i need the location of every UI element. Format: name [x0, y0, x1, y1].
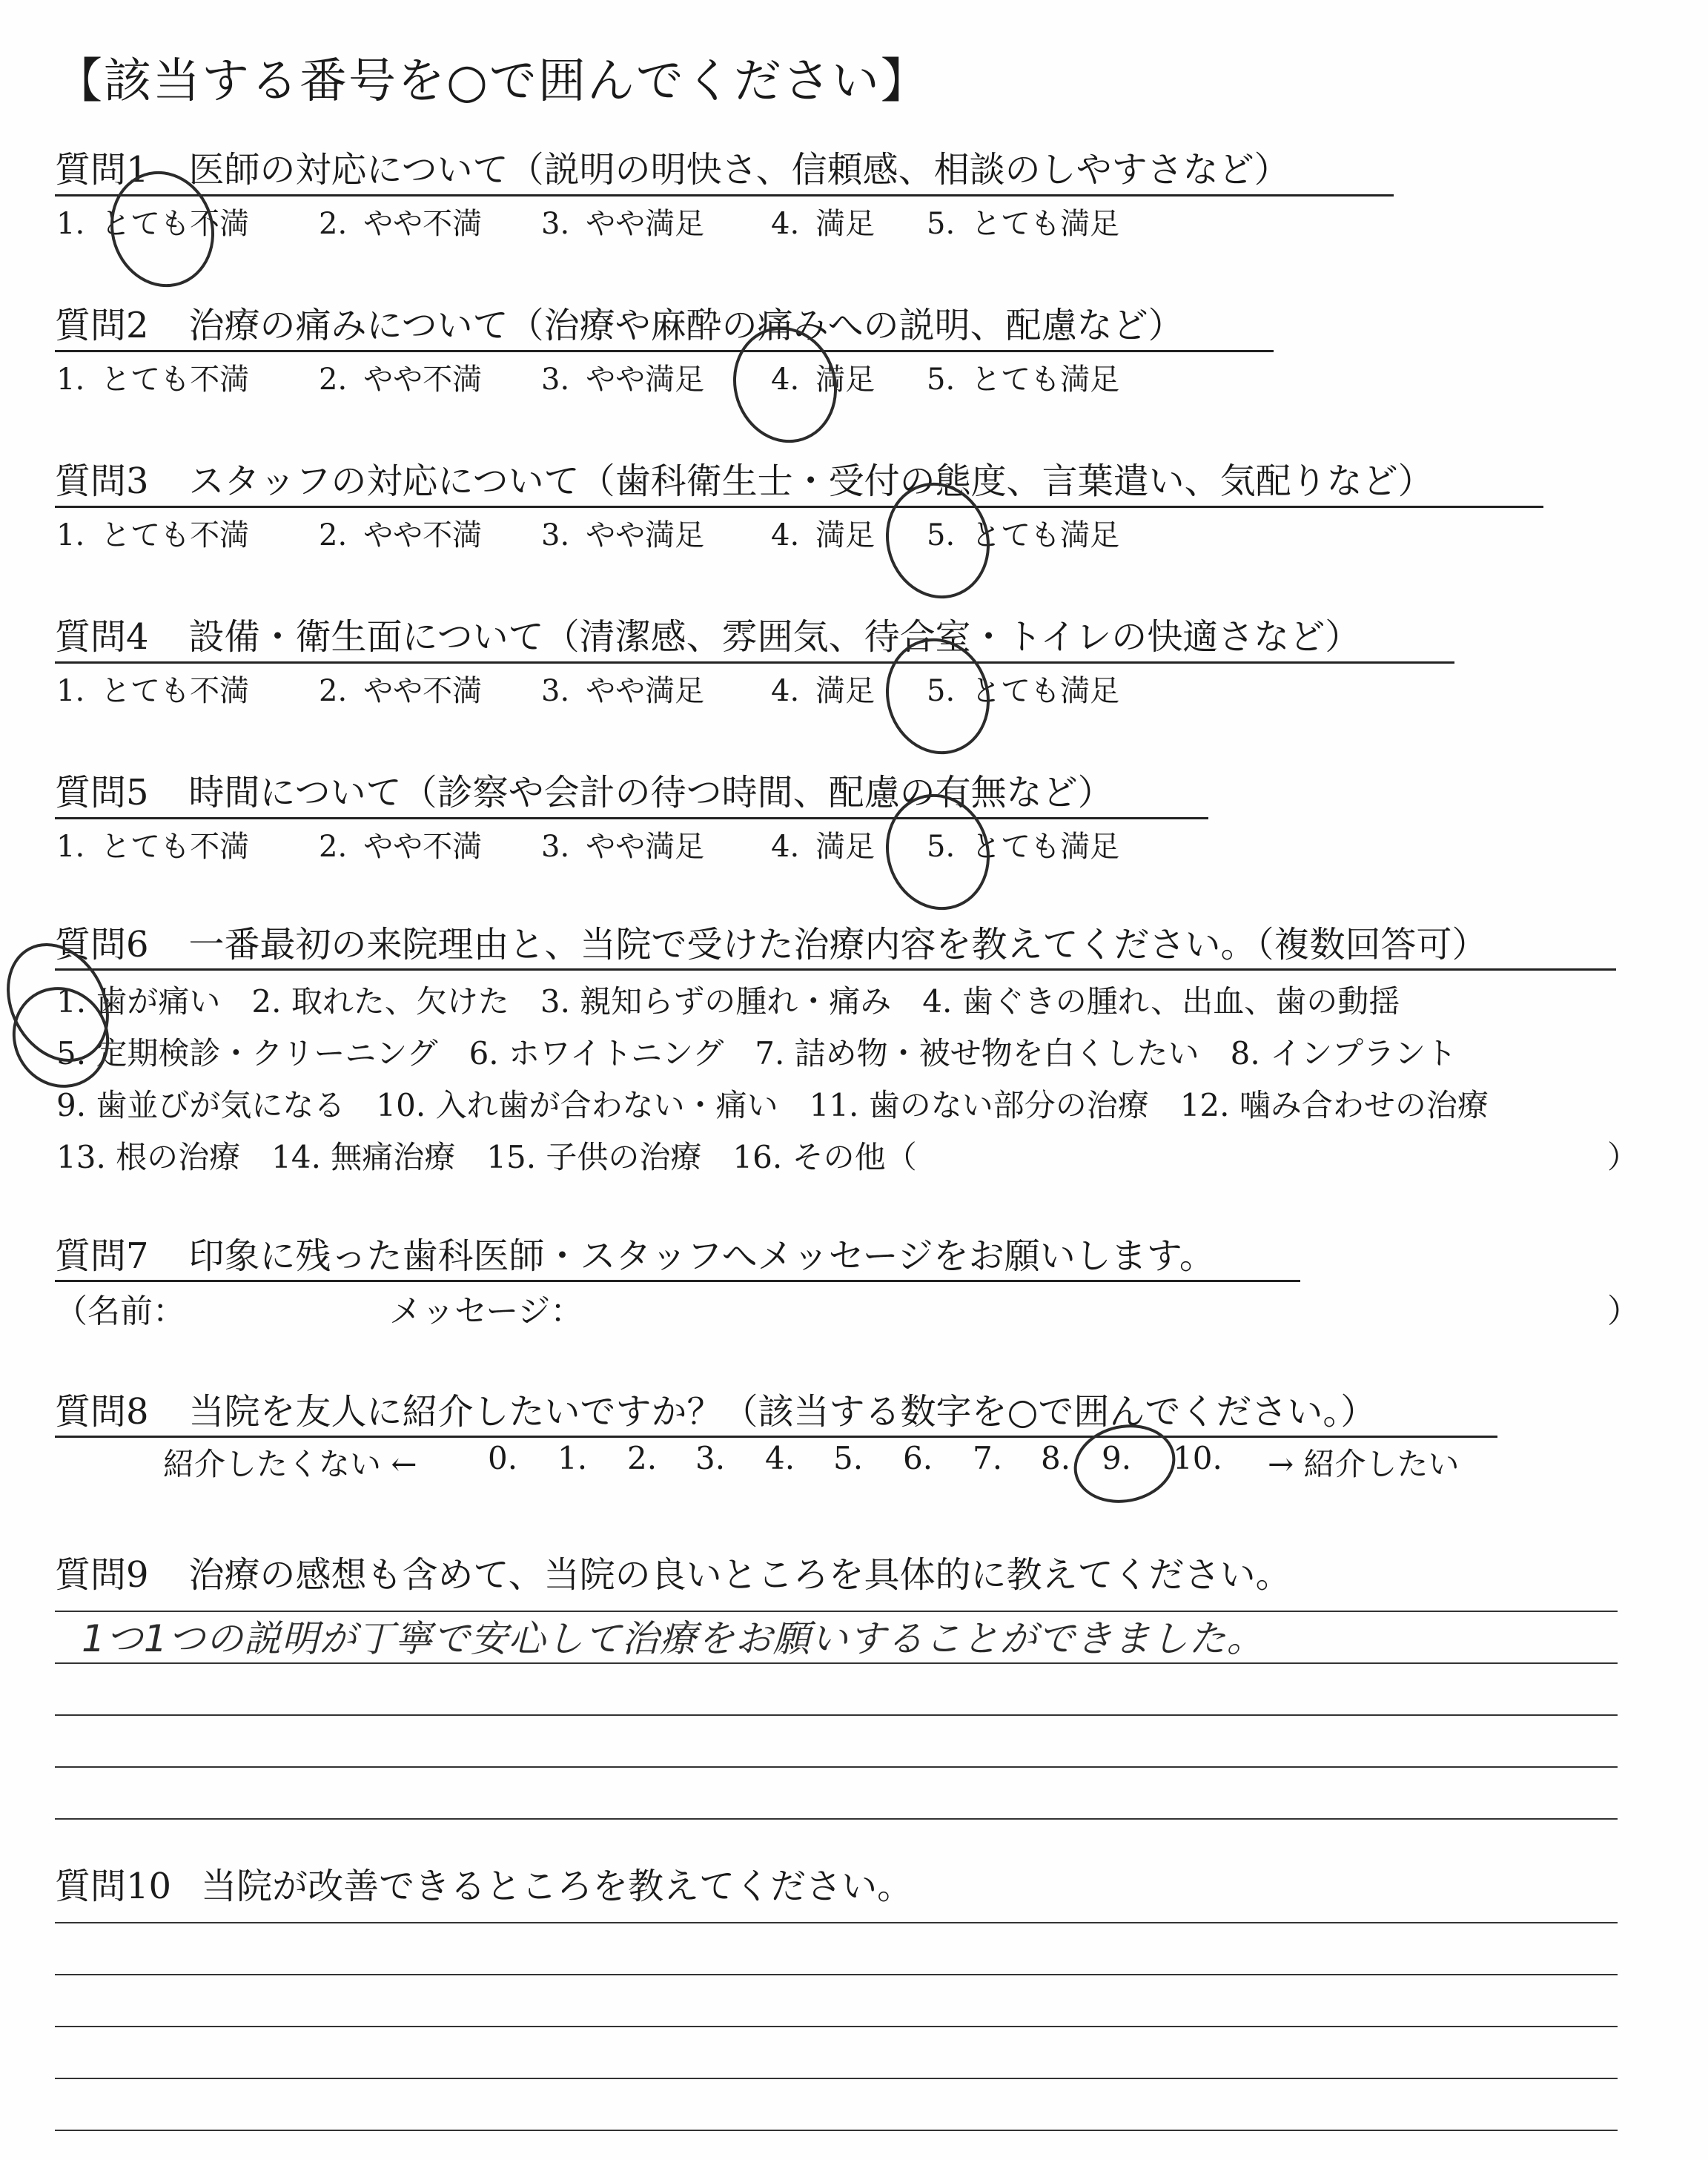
q2-heading: 質問2 治療の痛みについて（治療や麻酔の痛みへの説明、配慮など） [55, 305, 1184, 346]
q8-number-8[interactable]: 8. [1041, 1440, 1071, 1476]
q6-row-4[interactable]: 13. 根の治療 14. 無痛治療 15. 子供の治療 16. その他（ [56, 1139, 917, 1175]
q8-right-label: → 紹介したい [1268, 1446, 1460, 1482]
q7-close-paren: ） [1607, 1292, 1640, 1330]
q8-number-1[interactable]: 1. [557, 1440, 588, 1476]
q8-number-3[interactable]: 3. [695, 1440, 726, 1476]
q6-row-2[interactable]: 5. 定期検診・クリーニング 6. ホワイトニング 7. 詰め物・被せ物を白くしたい 8. インプラント [56, 1035, 1457, 1071]
q7-heading: 質問7 印象に残った歯科医師・スタッフへメッセージをお願いします。 [55, 1235, 1215, 1277]
q3-option-2[interactable]: 2. やや不満 [319, 518, 483, 552]
q3-option-1[interactable]: 1. とても不満 [56, 518, 250, 552]
q4-option-4[interactable]: 4. 満足 [771, 674, 875, 708]
q6-heading: 質問6 一番最初の来院理由と、当院で受けた治療内容を教えてください。（複数回答可） [55, 924, 1488, 965]
q6-row-3[interactable]: 9. 歯並びが気になる 10. 入れ歯が合わない・痛い 11. 歯のない部分の治療 12. 噛み合わせの治療 [56, 1087, 1489, 1123]
q8-number-2[interactable]: 2. [627, 1440, 658, 1476]
q6-row-1[interactable]: 1. 歯が痛い 2. 取れた、欠けた 3. 親知らずの腫れ・痛み 4. 歯ぐきの腫れ、出血、歯の動揺 [56, 983, 1400, 1020]
q4-heading: 質問4 設備・衛生面について（清潔感、雰囲気、待合室・トイレの快適さなど） [55, 616, 1361, 658]
q6-underline [55, 968, 1616, 971]
q4-option-5[interactable]: 5. とても満足 [927, 674, 1120, 708]
q1-option-4[interactable]: 4. 満足 [771, 207, 875, 241]
q1-option-1[interactable]: 1. とても不満 [56, 207, 250, 241]
q7-underline [55, 1280, 1300, 1282]
q5-option-1[interactable]: 1. とても不満 [56, 830, 250, 864]
q7-message-label: メッセージ： [389, 1292, 583, 1330]
q7-name-label: （名前： [55, 1292, 185, 1330]
q9-rule-2 [55, 1662, 1618, 1664]
q8-number-7[interactable]: 7. [973, 1440, 1003, 1476]
q10-rule-5[interactable] [55, 2130, 1618, 2131]
q3-option-4[interactable]: 4. 満足 [771, 518, 875, 552]
q8-number-5[interactable]: 5. [833, 1440, 864, 1476]
q2-option-3[interactable]: 3. やや満足 [541, 363, 705, 397]
q1-option-3[interactable]: 3. やや満足 [541, 207, 705, 241]
q9-rule-5 [55, 1818, 1618, 1820]
q10-rule-2[interactable] [55, 1974, 1618, 1975]
q9-heading: 質問9 治療の感想も含めて、当院の良いところを具体的に教えてください。 [55, 1554, 1291, 1596]
q3-option-5[interactable]: 5. とても満足 [927, 518, 1120, 552]
q3-option-3[interactable]: 3. やや満足 [541, 518, 705, 552]
q5-option-3[interactable]: 3. やや満足 [541, 830, 705, 864]
q9-rule-4 [55, 1766, 1618, 1768]
q8-number-9[interactable]: 9. [1102, 1440, 1132, 1476]
q10-rule-3[interactable] [55, 2026, 1618, 2027]
q5-option-5[interactable]: 5. とても満足 [927, 830, 1120, 864]
q2-option-4[interactable]: 4. 満足 [771, 363, 875, 397]
q4-option-3[interactable]: 3. やや満足 [541, 674, 705, 708]
q8-heading: 質問8 当院を友人に紹介したいですか？（該当する数字を○で囲んでください。） [55, 1391, 1377, 1433]
q8-number-0[interactable]: 0. [488, 1440, 518, 1476]
q6-close-paren: ） [1607, 1139, 1639, 1175]
q10-heading: 質問10 当院が改善できるところを教えてください。 [55, 1866, 913, 1907]
q5-heading: 質問5 時間について（診察や会計の待つ時間、配慮の有無など） [55, 772, 1113, 813]
q8-underline [55, 1436, 1497, 1438]
q4-option-1[interactable]: 1. とても不満 [56, 674, 250, 708]
q5-underline [55, 817, 1208, 819]
q4-option-2[interactable]: 2. やや不満 [319, 674, 483, 708]
q8-number-6[interactable]: 6. [903, 1440, 933, 1476]
q3-heading: 質問3 スタッフの対応について（歯科衛生士・受付の態度、言葉遣い、気配りなど） [55, 460, 1434, 502]
q9-handwritten-answer[interactable]: 1つ1つの説明が丁寧で安心して治療をお願いすることができました。 [82, 1617, 1265, 1660]
q1-heading: 質問1 医師の対応について（説明の明快さ、信頼感、相談のしやすさなど） [55, 149, 1290, 191]
q8-left-label: 紹介したくない ← [163, 1446, 417, 1482]
q5-option-4[interactable]: 4. 満足 [771, 830, 875, 864]
q8-number-10[interactable]: 10. [1173, 1440, 1222, 1476]
q1-underline [55, 194, 1394, 196]
q2-option-1[interactable]: 1. とても不満 [56, 363, 250, 397]
q1-option-5[interactable]: 5. とても満足 [927, 207, 1120, 241]
q5-option-2[interactable]: 2. やや不満 [319, 830, 483, 864]
q10-rule-4[interactable] [55, 2078, 1618, 2079]
q2-underline [55, 350, 1274, 352]
q9-rule-3 [55, 1714, 1618, 1716]
q1-option-2[interactable]: 2. やや不満 [319, 207, 483, 241]
q2-option-2[interactable]: 2. やや不満 [319, 363, 483, 397]
q4-underline [55, 661, 1454, 664]
form-title: 【該当する番号を○で囲んでください】 [55, 54, 930, 109]
q10-rule-1[interactable] [55, 1922, 1618, 1923]
q3-underline [55, 506, 1543, 508]
q8-number-4[interactable]: 4. [765, 1440, 795, 1476]
q2-option-5[interactable]: 5. とても満足 [927, 363, 1120, 397]
